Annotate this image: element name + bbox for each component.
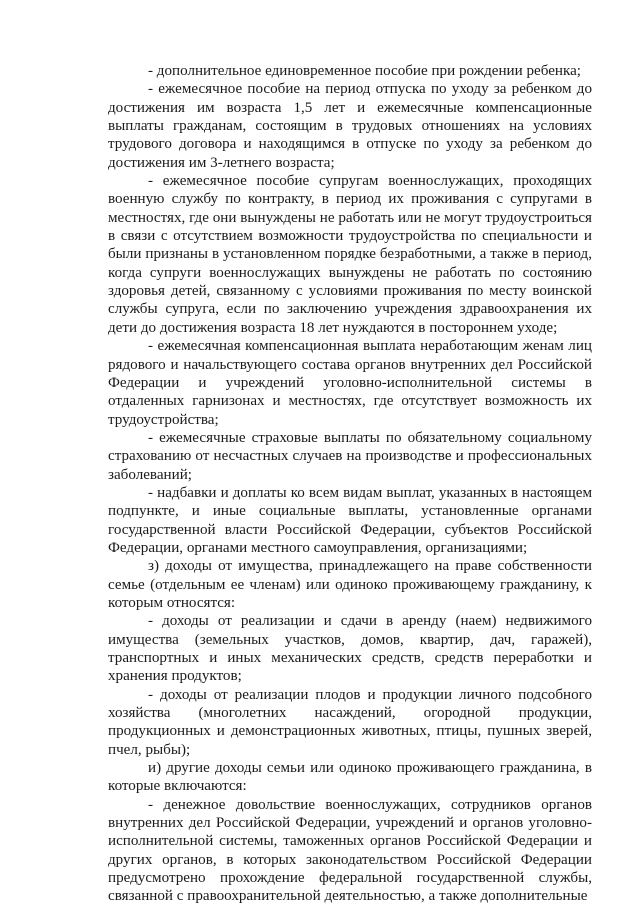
paragraph: - доходы от реализации плодов и продукции личного подсобного хозяйства (многолетних насаждений, огородной продукции, продукционных и демонстрационных животных, птицы, пушных зверей, пчел, рыбы); [108,686,592,758]
paragraph: - дополнительное единовременное пособие при рождении ребенка; [148,63,581,79]
document-body [108,62,592,906]
paragraph: - ежемесячное пособие на период отпуска по уходу за ребенком до достижения им возраста 1,5 лет и ежемесячные компенсационные выплаты гражданам, состоящим в трудовых отношениях на условиях трудового договора и находящимся в отпуске по уходу за ребенком до достижения им 3-летнего возраста; [108,81,592,171]
paragraph: - денежное довольствие военнослужащих, сотрудников органов внутренних дел Российской Федерации, учреждений и органов уголовно-исполнительной системы, таможенных органов Российской Федерации и других органов, в которых законодательством Российской Федерации предусмотрено прохождение федеральной государственной службы, связанной с правоохранительной деятельностью, а также дополнительные [108,796,592,905]
paragraph: з) доходы от имущества, принадлежащего на праве собственности семье (отдельным ее членам) или одиноко проживающему гражданину, к которым относятся: [108,558,592,611]
paragraph: - ежемесячное пособие супругам военнослужащих, проходящих военную службу по контракту, в период их проживания с супругами в местностях, где они вынуждены не работать или не могут трудоустроиться в связи с отсутствием возможности трудоустройства по специальности и были признаны в установленном порядке безработными, а также в период, когда супруги военнослужащих вынуждены не работать по состоянию здоровья детей, связанному с условиями проживания по месту воинской службы супруга, если по заключению учреждения здравоохранения их дети до достижения возраста 18 лет нуждаются в постороннем уходе; [108,173,592,336]
paragraph: и) другие доходы семьи или одиноко проживающего гражданина, в которые включаются: [108,760,592,795]
paragraph: - надбавки и доплаты ко всем видам выплат, указанных в настоящем подпункте, и иные социальные выплаты, установленные органами государственной власти Российской Федерации, субъектов Российской Федерации, органами местного самоуправления, организациями; [108,484,592,556]
paragraph: - ежемесячные страховые выплаты по обязательному социальному страхованию от несчастных случаев на производстве и профессиональных заболеваний; [108,429,592,483]
paragraph: - ежемесячная компенсационная выплата неработающим женам лиц рядового и начальствующего состава органов внутренних дел Российской Федерации и учреждений уголовно-исполнительной системы в отдаленных гарнизонах и местностях, где отсутствует возможность их трудоустройства; [108,338,592,428]
paragraph: - доходы от реализации и сдачи в аренду (наем) недвижимого имущества (земельных участков, домов, квартир, дач, гаражей), транспортных и иных механических средств, средств переработки и хранения продуктов; [108,613,592,685]
